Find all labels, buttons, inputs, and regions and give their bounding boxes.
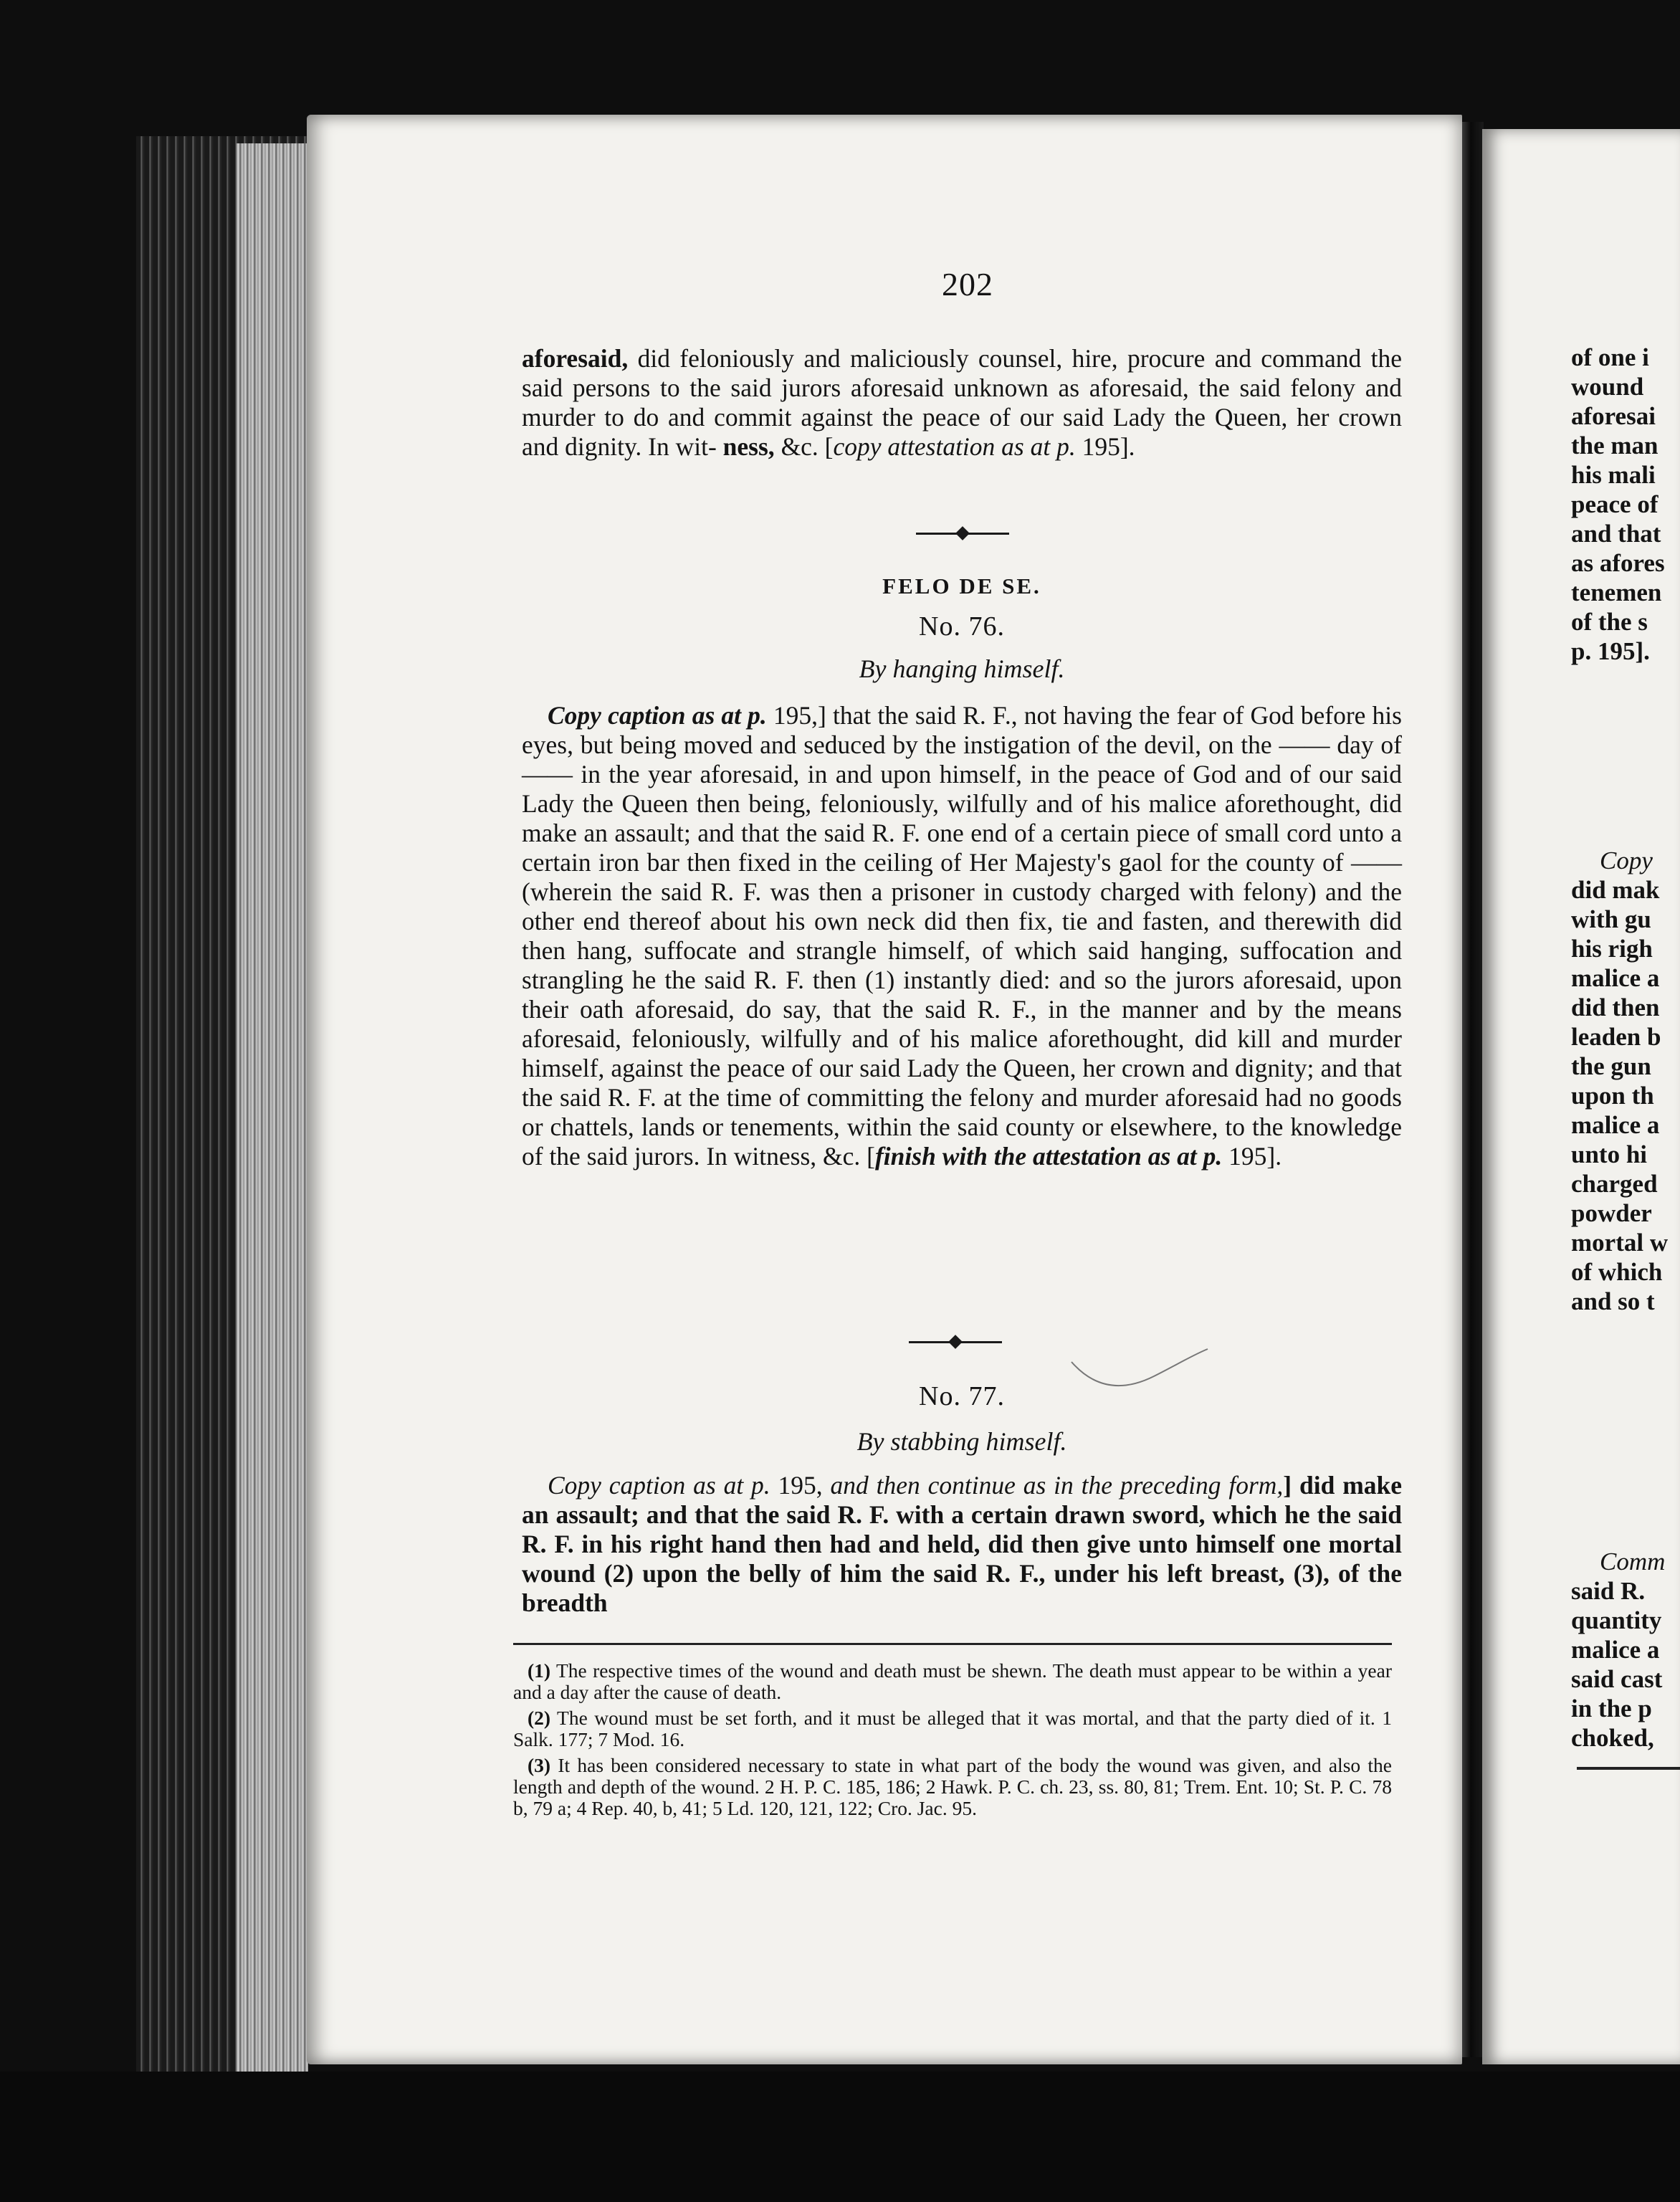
text-line: in the p [1571,1695,1652,1722]
text-run: 195]. [1075,432,1135,461]
text-run: did feloniously and maliciously counsel, hire, procure and command the said persons to the said jurors aforesaid unknown as aforesaid, the said felony and murder to do and commit against the peace of our said Lady the Queen, her crown and dignity. In wit- [522,344,1402,461]
section-heading: FELO DE SE. [882,573,1041,599]
footnote-rule [513,1643,1392,1645]
text-line: powder [1571,1199,1652,1227]
footnote [513,1707,1392,1750]
text-italic: Copy caption as at p. [548,701,767,730]
right-page-text-block [1571,343,1665,666]
text-line: choked, [1571,1724,1654,1752]
text-line: of one i [1571,343,1649,371]
text-line: unto hi [1571,1140,1648,1168]
footnote-ref: (3) [528,1754,551,1776]
text-line: of the s [1571,608,1648,636]
text-line: peace of [1571,490,1658,518]
text-line: leaden b [1571,1023,1661,1051]
text-line: with gu [1571,905,1651,933]
text-line: charged [1571,1170,1658,1198]
text-line: upon th [1571,1082,1654,1110]
footnote-text: The wound must be set forth, and it must be alleged that it was mortal, and that the party died of it. 1 Salk. 177; 7 Mod. 16. [513,1707,1392,1750]
form-subtitle: By stabbing himself. [856,1427,1067,1456]
text-line: Copy [1600,847,1653,874]
text-line: did mak [1571,876,1660,904]
footnote-ref: (2) [528,1707,551,1729]
text-line: quantity [1571,1606,1662,1634]
text-line: his mali [1571,461,1656,489]
right-page-text-block [1571,1547,1665,1753]
footnote [513,1755,1392,1819]
text-run: ] did make an assault; and that the said R. F. with a certain drawn sword, which he the said R. F. in his right hand then had and held, did then give unto himself one mortal wound (2) upon the belly of him the said R. F., under his left breast, (3), of the breadth [522,1471,1403,1617]
text-line: mortal w [1571,1229,1669,1257]
text-line: did then [1571,993,1660,1021]
form-number: No. 77. [919,1381,1005,1411]
text-line: and that [1571,520,1661,548]
text-line: malice a [1571,964,1660,992]
footnote-text: The respective times of the wound and death must be shewn. The death must appear to be within a year and a day after the cause of death. [513,1659,1392,1703]
text-line: tenemen [1571,578,1662,606]
footnote-ref: (1) [528,1659,551,1682]
text-line: p. 195]. [1571,637,1650,665]
text-line: said R. [1571,1577,1646,1605]
page-number: 202 [942,266,993,302]
text-line: aforesai [1571,402,1656,430]
text-line: his righ [1571,935,1653,963]
text-line: malice a [1571,1111,1660,1139]
text-line: as afores [1571,549,1665,577]
text-line: malice a [1571,1636,1660,1664]
pencil-mark [1068,1348,1211,1412]
right-page-rule [1577,1767,1680,1770]
book-gutter [1462,122,1484,2057]
text-line: and so t [1571,1287,1655,1315]
text-line: of which [1571,1258,1663,1286]
divider-ornament [955,526,970,540]
form-subtitle: By hanging himself. [859,654,1065,683]
footnotes [513,1660,1392,1819]
divider-ornament [948,1335,963,1349]
text-italic: finish with the attestation as at p. [874,1142,1223,1171]
text-line: Comm [1600,1548,1666,1576]
text-line: the man [1571,432,1658,459]
text-run: 195]. [1222,1142,1282,1171]
text-line: wound [1571,373,1644,401]
form-77-body [522,1471,1402,1618]
footnote [513,1660,1392,1703]
right-page-text-block [1571,846,1668,1316]
form-number: No. 76. [919,611,1005,642]
text-line: said cast [1571,1665,1663,1693]
text-run: 195, [770,1471,831,1500]
text-bold: aforesaid, [522,344,629,373]
footnote-text: It has been considered necessary to state in what part of the body the wound was given, and also the length and depth of the wound. 2 H. P. C. 185, 186; 2 Hawk. P. C. ch. 23, ss. 80, 81; Trem. Ent. 10; St. P. C. 78 b, 79 a; 4 Rep. 40, b, 41; 5 Ld. 120, 121, 122; Cro. Jac. 95. [513,1754,1392,1819]
text-italic: and then continue as in the preceding form, [830,1471,1284,1500]
opening-paragraph [522,344,1402,462]
text-bold: ness, [722,432,775,461]
book-page-edges [237,143,308,2072]
scan-background [0,2072,1680,2202]
text-run: 195,] that the said R. F., not having the fear of God before his eyes, but being moved and seduced by the instigation of the devil, on the —— day of —— in the year aforesaid, in and upon himself, in the peace of God and of our said Lady the Queen then being, feloniously, wilfully and of his malice aforethought, did make an assault; and that the said R. F. one end of a certain piece of small cord unto a certain iron bar then fixed in the ceiling of Her Majesty's gaol for the county of —— (wherein the said R. F. was then a prisoner in custody charged with felony) and the other end thereof about his own neck did then fix, tie and fasten, and therewith did then hang, suffocate and strangle himself, of which said hanging, suffocation and strangling he the said R. F. then (1) instantly died: and so the jurors aforesaid, upon their oath aforesaid, do say, that the said R. F., in the manner and by the means aforesaid, feloniously, wilfully and of his malice aforethought, did kill and murder himself, against the peace of our said Lady the Queen, her crown and dignity; and that the said R. F. at the time of committing the felony and murder aforesaid had no goods or chattels, lands or tenements, within the said county or elsewhere, to the knowledge of the said jurors. In witness, &c. [ [522,701,1402,1171]
text-run: &c. [ [774,432,834,461]
text-italic: copy attestation as at p. [833,432,1076,461]
text-italic: Copy caption as at p. [548,1471,770,1500]
form-76-body [522,701,1402,1171]
text-line: the gun [1571,1052,1651,1080]
section-divider [916,523,1009,545]
section-divider [909,1332,1002,1353]
